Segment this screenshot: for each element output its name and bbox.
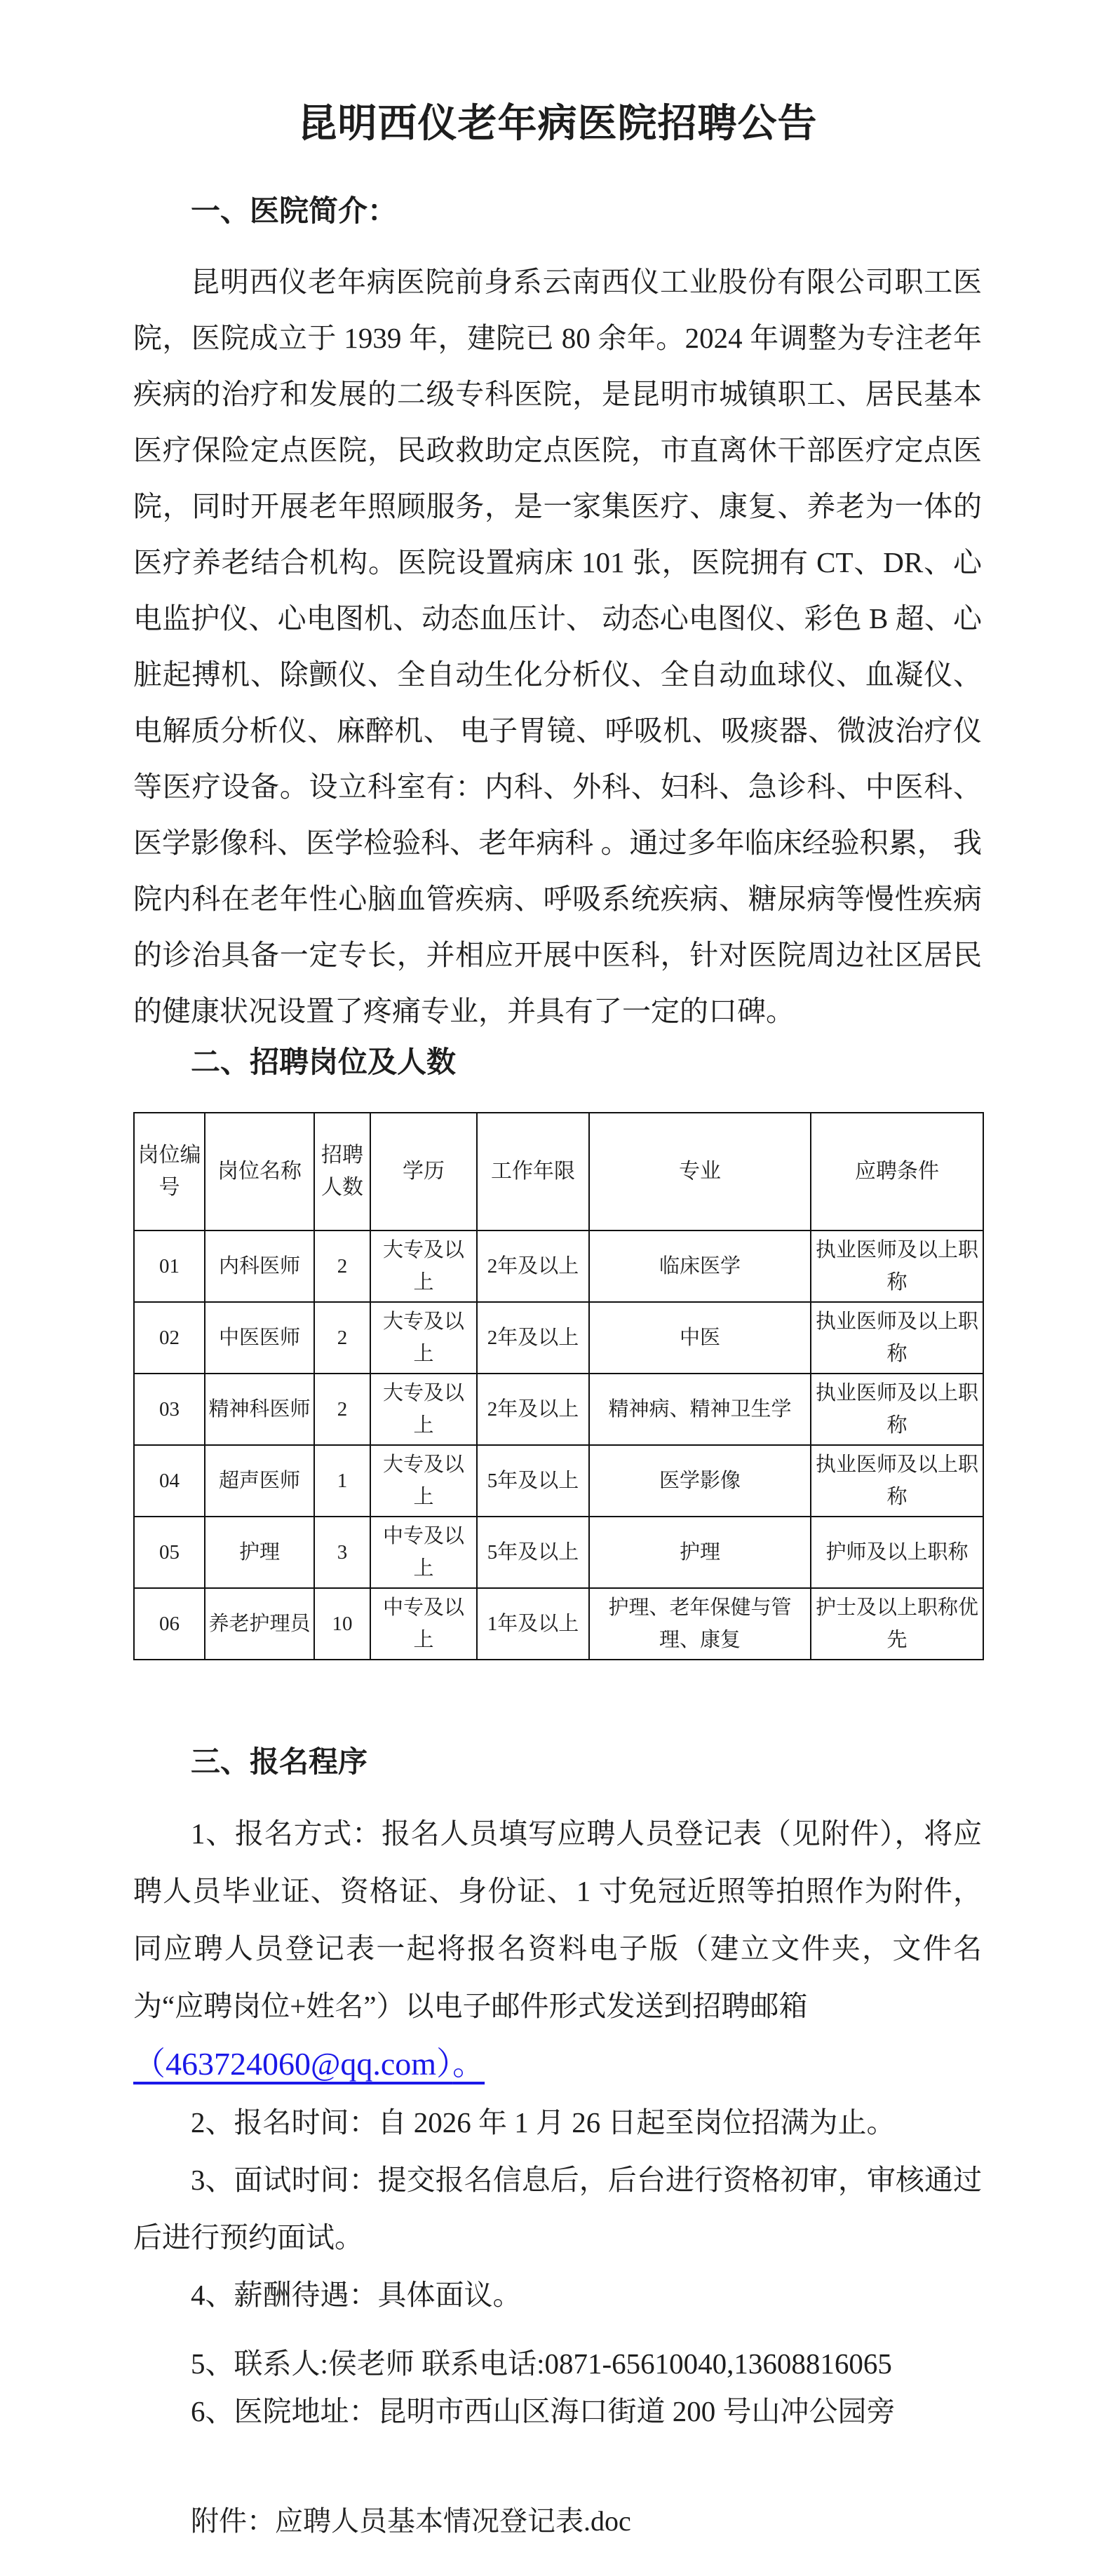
table-cell: 5年及以上 <box>477 1517 589 1588</box>
table-header-cell: 工作年限 <box>477 1113 589 1231</box>
table-header-cell: 岗位名称 <box>205 1113 314 1231</box>
table-cell: 医学影像 <box>589 1445 811 1517</box>
table-header-cell: 学历 <box>370 1113 477 1231</box>
table-cell: 3 <box>314 1517 370 1588</box>
table-cell: 中专及以上 <box>370 1517 477 1588</box>
hospital-intro-paragraph: 昆明西仪老年病医院前身系云南西仪工业股份有限公司职工医院，医院成立于 1939 年，建院已 80 余年。2024 年调整为专注老年疾病的治疗和发展的二级专科医院，是昆明市城镇职工、居民基本医疗保险定点医院，民政救助定点医院，市直离休干部医疗定点医院，同时开展老年照顾服务，是一家集医疗、康复、养老为一体的医疗养老结合机构。医院设置病床 101 张，医院拥有 CT、DR、心电监护仪、心电图机、动态血压计、 动态心电图仪、彩色 B 超、心脏起搏机、除颤仪、全自动生化分析仪、全自动血球仪、血凝仪、电解质分析仪、麻醉机、 电子胃镜、呼吸机、吸痰器、微波治疗仪等医疗设备。设立科室有：内科、外科、妇科、急诊科、中医科、医学影像科、医学检验科、老年病科 。通过多年临床经验积累， 我院内科在老年性心脑血管疾病、呼吸系统疾病、糖尿病等慢性疾病的诊治具备一定专长，并相应开展中医科，针对医院周边社区居民的健康状况设置了疼痛专业，并具有了一定的口碑。 <box>133 266 982 1027</box>
table-cell: 04 <box>134 1445 205 1517</box>
application-item-time: 2、报名时间：自 2026 年 1 月 26 日起至岗位招满为止。 <box>191 2106 896 2138</box>
table-cell: 1 <box>314 1445 370 1517</box>
table-cell: 大专及以上 <box>370 1374 477 1445</box>
table-row <box>134 1374 983 1445</box>
table-cell: 护士及以上职称优先 <box>811 1588 983 1660</box>
table-header-row <box>134 1113 983 1231</box>
table-row <box>134 1588 983 1660</box>
table-row <box>134 1231 983 1302</box>
table-cell: 护理 <box>589 1517 811 1588</box>
table-cell: 2 <box>314 1374 370 1445</box>
table-cell: 中专及以上 <box>370 1588 477 1660</box>
table-cell: 执业医师及以上职称 <box>811 1374 983 1445</box>
table-cell: 内科医师 <box>205 1231 314 1302</box>
application-email-line <box>133 2035 982 2094</box>
table-cell: 护师及以上职称 <box>811 1517 983 1588</box>
section-heading-positions: 二、招聘岗位及人数 <box>191 1045 457 1078</box>
table-row <box>134 1445 983 1517</box>
table-cell: 1年及以上 <box>477 1588 589 1660</box>
table-cell: 护理 <box>205 1517 314 1588</box>
email-link[interactable]: （463724060@qq.com） <box>133 2046 453 2082</box>
table-cell: 大专及以上 <box>370 1231 477 1302</box>
page-title: 昆明西仪老年病医院招聘公告 <box>297 101 818 145</box>
recruitment-table-body <box>134 1231 983 1660</box>
table-cell: 06 <box>134 1588 205 1660</box>
table-cell: 超声医师 <box>205 1445 314 1517</box>
table-cell: 养老护理员 <box>205 1588 314 1660</box>
table-cell: 精神病、精神卫生学 <box>589 1374 811 1445</box>
table-cell: 中医医师 <box>205 1302 314 1374</box>
table-cell: 大专及以上 <box>370 1445 477 1517</box>
recruitment-table-header <box>134 1113 983 1231</box>
table-cell: 2 <box>314 1231 370 1302</box>
table-cell: 2年及以上 <box>477 1374 589 1445</box>
application-item-contact: 5、联系人:侯老师 联系电话:0871-65610040,13608816065 <box>191 2347 892 2380</box>
application-item-interview: 3、面试时间：提交报名信息后，后台进行资格初审，审核通过后进行预约面试。 <box>133 2164 982 2253</box>
table-header-cell: 应聘条件 <box>811 1113 983 1231</box>
table-cell: 10 <box>314 1588 370 1660</box>
table-cell: 02 <box>134 1302 205 1374</box>
table-cell: 执业医师及以上职称 <box>811 1302 983 1374</box>
table-cell: 5年及以上 <box>477 1445 589 1517</box>
application-item-salary: 4、薪酬待遇：具体面议。 <box>191 2279 522 2311</box>
table-cell: 2 <box>314 1302 370 1374</box>
table-row <box>134 1302 983 1374</box>
table-cell: 05 <box>134 1517 205 1588</box>
table-cell: 护理、老年保健与管理、康复 <box>589 1588 811 1660</box>
table-cell: 执业医师及以上职称 <box>811 1231 983 1302</box>
table-cell: 执业医师及以上职称 <box>811 1445 983 1517</box>
table-cell: 03 <box>134 1374 205 1445</box>
table-header-cell: 招聘人数 <box>314 1113 370 1231</box>
table-cell: 临床医学 <box>589 1231 811 1302</box>
recruitment-table <box>133 1112 984 1660</box>
email-suffix: 。 <box>452 2046 485 2082</box>
attachment-line: 附件：应聘人员基本情况登记表.doc <box>191 2505 631 2537</box>
section-heading-hospital-intro: 一、医院简介： <box>191 194 398 227</box>
table-row <box>134 1517 983 1588</box>
application-item-address: 6、医院地址：昆明市西山区海口街道 200 号山冲公园旁 <box>191 2395 896 2427</box>
section-heading-application: 三、报名程序 <box>191 1745 368 1778</box>
table-cell: 2年及以上 <box>477 1231 589 1302</box>
table-cell: 中医 <box>589 1302 811 1374</box>
table-cell: 精神科医师 <box>205 1374 314 1445</box>
table-header-cell: 专业 <box>589 1113 811 1231</box>
table-cell: 大专及以上 <box>370 1302 477 1374</box>
table-header-cell: 岗位编号 <box>134 1113 205 1231</box>
table-cell: 2年及以上 <box>477 1302 589 1374</box>
application-item-method: 1、报名方式：报名人员填写应聘人员登记表（见附件），将应聘人员毕业证、资格证、身份证、1 寸免冠近照等拍照作为附件，同应聘人员登记表一起将报名资料电子版（建立文件夹，文件名为“应聘岗位+姓名”）以电子邮件形式发送到招聘邮箱 <box>133 1817 982 2022</box>
table-cell: 01 <box>134 1231 205 1302</box>
